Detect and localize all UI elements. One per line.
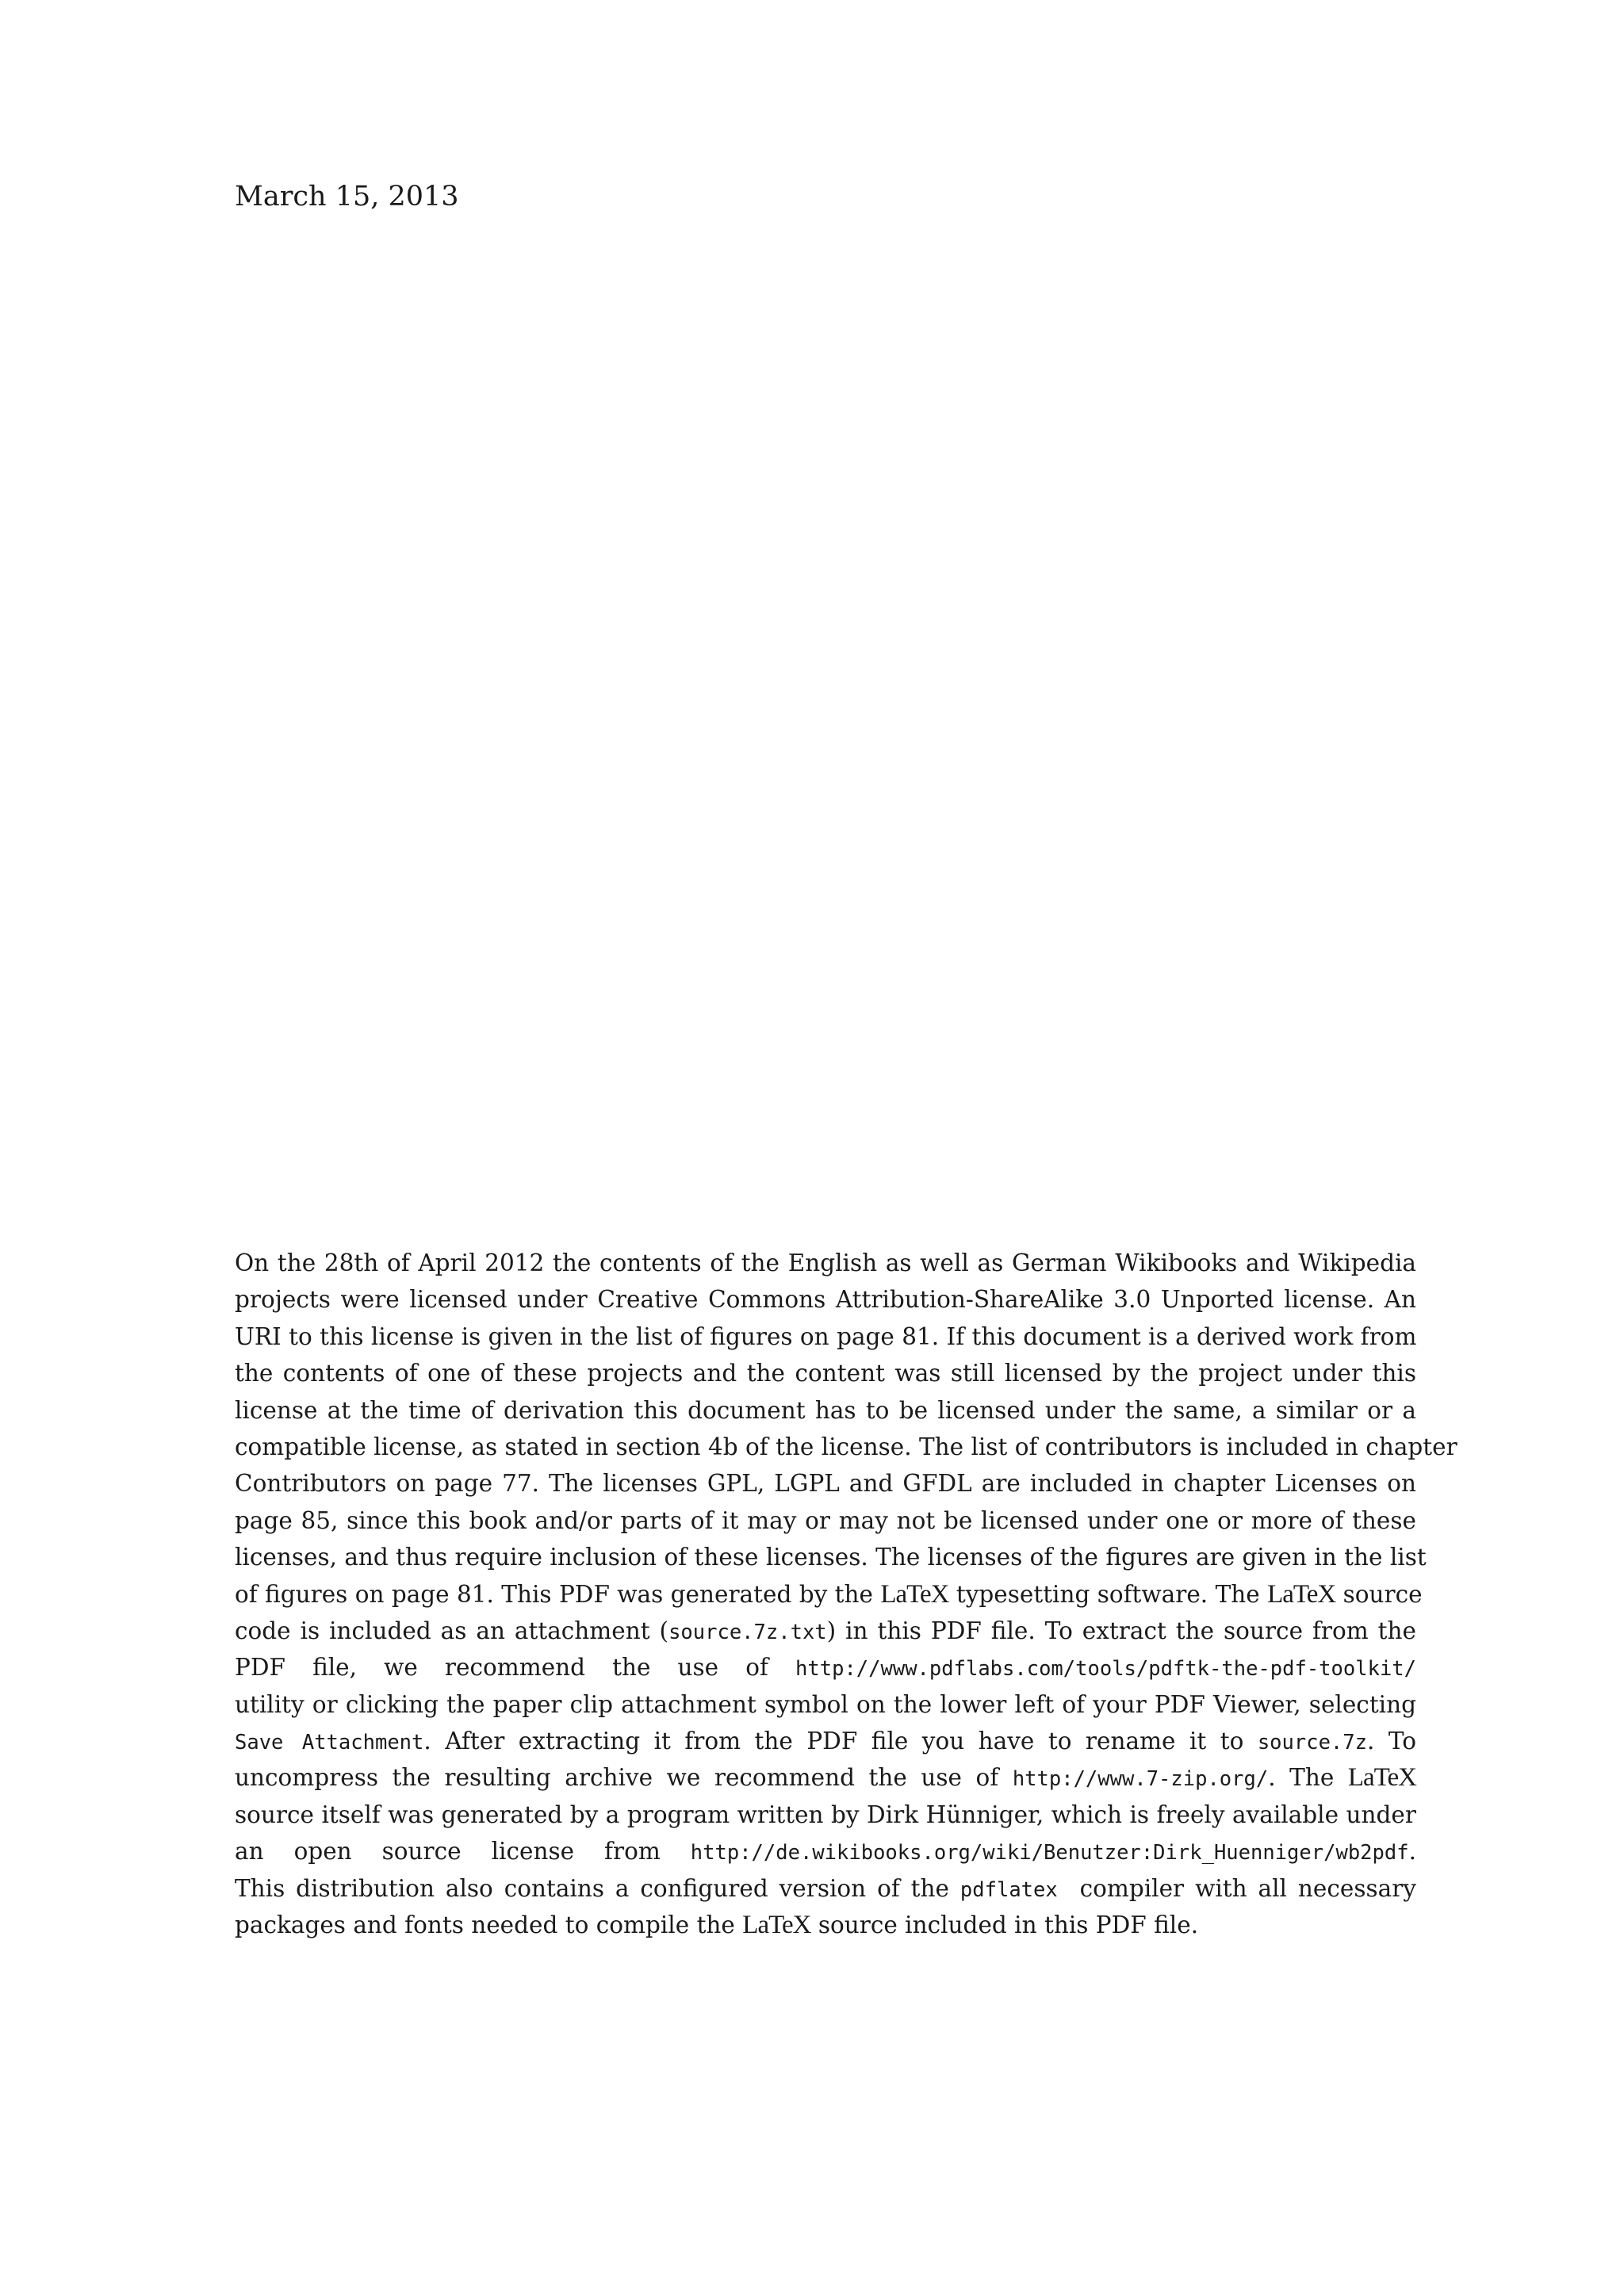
latex-logo: LaTeX xyxy=(1267,1579,1336,1609)
license-line: page 85, since this book and/or parts of it may or may not be licensed under one or more of these xyxy=(235,1506,1416,1534)
license-line: license at the time of derivation this document has to be licensed under the same, a similar or a xyxy=(235,1396,1416,1424)
license-line: Contributors on page 77. The licenses GPL, LGPL and GFDL are included in chapter Licenses on xyxy=(235,1470,1416,1498)
wb2pdf-url: http://de.wikibooks.org/wiki/Benutzer:Dirk_Huenniger/wb2pdf xyxy=(690,1841,1409,1866)
license-line: source itself was generated by a program written by Dirk Hünniger, which is freely available under xyxy=(235,1800,1416,1828)
pdftk-url: http://www.pdflabs.com/tools/pdftk-the-pdf-toolkit/ xyxy=(795,1657,1416,1682)
document-date: March 15, 2013 xyxy=(235,181,459,212)
pdflatex-name: pdflatex xyxy=(959,1877,1058,1902)
license-paragraph xyxy=(235,1245,1457,1943)
license-line: compatible license, as stated in section 4b of the license. The list of contributors is included in chapter xyxy=(235,1433,1457,1460)
license-line: packages and fonts needed to compile the LaTeX source included in this PDF file. xyxy=(235,1911,1199,1940)
license-line: utility or clicking the paper clip attachment symbol on the lower left of your PDF Viewer, selecting xyxy=(235,1690,1416,1718)
license-line: uncompress the resulting archive we recommend the use of http://www.7-zip.org/. The LaTeX xyxy=(235,1763,1416,1793)
license-line: URI to this license is given in the list of figures on page 81. If this document is a derived work from xyxy=(235,1322,1417,1350)
license-line: PDF file, we recommend the use of http://www.pdflabs.com/tools/pdftk-the-pdf-toolkit/ xyxy=(235,1654,1416,1682)
license-line: the contents of one of these projects and the content was still licensed by the project under this xyxy=(235,1360,1416,1387)
latex-logo: LaTeX xyxy=(880,1579,949,1609)
source-archive-name: source.7z xyxy=(1257,1731,1367,1755)
latex-logo: LaTeX xyxy=(742,1911,811,1940)
save-attachment-label: Save Attachment xyxy=(235,1731,424,1755)
license-line: an open source license from http://de.wikibooks.org/wiki/Benutzer:Dirk_Huenniger/wb2pdf. xyxy=(235,1838,1416,1866)
latex-logo: LaTeX xyxy=(1347,1763,1416,1793)
license-line: projects were licensed under Creative Commons Attribution-ShareAlike 3.0 Unported license. An xyxy=(235,1286,1416,1314)
license-line: Save Attachment. After extracting it from the PDF file you have to rename it to source.7z. To xyxy=(235,1728,1416,1755)
attachment-filename: source.7z.txt xyxy=(668,1620,827,1644)
license-line: This distribution also contains a configured version of the pdflatex compiler with all necessary xyxy=(235,1874,1416,1902)
license-line: of figures on page 81. This PDF was generated by the LaTeX typesetting software. The LaTeX source xyxy=(235,1579,1423,1609)
license-line: code is included as an attachment (source.7z.txt) in this PDF file. To extract the source from the xyxy=(235,1617,1416,1644)
7zip-url: http://www.7-zip.org/ xyxy=(1012,1767,1269,1792)
license-line: licenses, and thus require inclusion of these licenses. The licenses of the figures are given in the list xyxy=(235,1544,1427,1571)
license-line: On the 28th of April 2012 the contents of the English as well as German Wikibooks and Wikipedia xyxy=(235,1249,1416,1276)
